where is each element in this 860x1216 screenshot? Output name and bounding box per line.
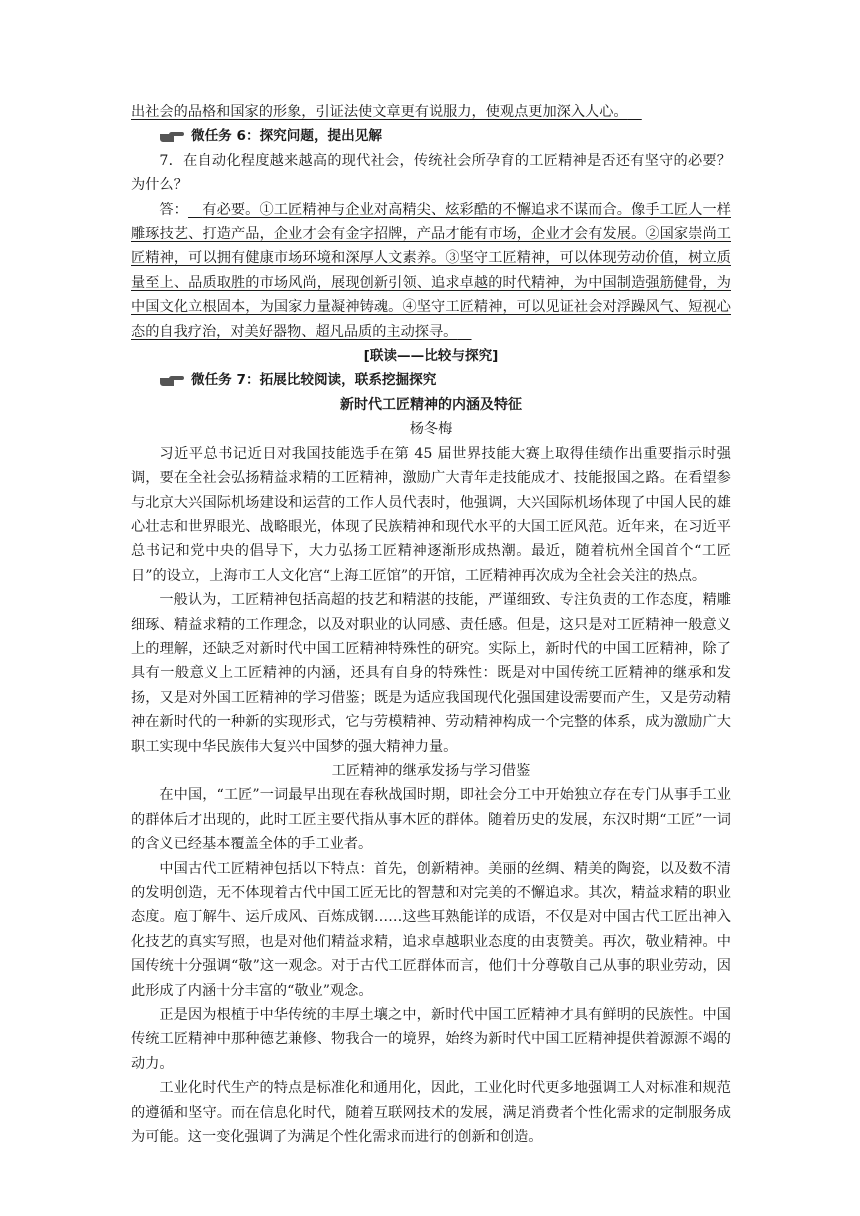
pointing-hand-icon — [159, 374, 185, 388]
document-page — [131, 100, 731, 1149]
answer-text: 有必要。①工匠精神与企业对高精尖、炫彩酷的不懈追求不谋而合。像手工匠人一样雕琢技艺、打造产品，企业才会有金字招牌，产品才能有市场，企业才会有发展。②国家崇尚工匠精神，可以拥有健康市场环境和深厚人文素养。③坚守工匠精神，可以体现劳动价值，树立质量至上、品质取胜的市场风尚，展现创新引领、追求卓越的时代精神，为中国制造强筋健骨，为中国文化立根固本，为国家力量凝神铸魂。④坚守工匠精神，可以见证社会对浮躁风气、短视心态的自我疗治，对美好器物、超凡品质的主动探寻。 — [131, 201, 731, 340]
answer-label: 答： — [159, 201, 188, 218]
previous-answer-tail — [131, 100, 731, 124]
question-7: 7．在自动化程度越来越高的现代社会，传统社会所孕育的工匠精神是否还有坚守的必要？为什么？ — [131, 152, 731, 194]
task7-heading — [159, 368, 731, 392]
article-paragraph: 正是因为根植于中华传统的丰厚土壤之中，新时代中国工匠精神才具有鲜明的民族性。中国传统工匠精神中那种德艺兼修、物我合一的境界，始终为新时代中国工匠精神提供着源源不竭的动力。 — [131, 1007, 731, 1072]
section-heading: [联读——比较与探究] — [363, 348, 499, 365]
task6-label: 微任务 6：探究问题，提出见解 — [191, 128, 382, 145]
article-title: 新时代工匠精神的内涵及特征 — [340, 396, 522, 413]
article-paragraph: 工业化时代生产的特点是标准化和通用化，因此，工业化时代更多地强调工人对标准和规范的遵循和坚守。而在信息化时代，随着互联网技术的发展，满足消费者个性化需求的定制服务成为可能。这一变化强调了为满足个性化需求而进行的创新和创造。 — [131, 1080, 731, 1146]
pointing-hand-icon — [159, 130, 185, 144]
task7-label: 微任务 7：拓展比较阅读，联系挖掘探究 — [191, 372, 437, 389]
task6-heading — [159, 124, 731, 148]
answer-7 — [131, 198, 731, 344]
article-paragraph: 习近平总书记近日对我国技能选手在第 45 届世界技能大赛上取得佳绩作出重要指示时强调，要在全社会弘扬精益求精的工匠精神，激励广大青年走技能成才、技能报国之路。在看望参与北京大兴国际机场建设和运营的工作人员代表时，他强调，大兴国际机场体现了中国人民的雄心壮志和世界眼光、战略眼光，体现了民族精神和现代水平的大国工匠风范。近年来，在习近平总书记和党中央的倡导下，大力弘扬工匠精神逐渐形成热潮。最近，随着杭州全国首个“工匠日”的设立，上海市工人文化宫“上海工匠馆”的开馆，工匠精神再次成为全社会关注的热点。 — [131, 445, 731, 584]
article-author: 杨冬梅 — [409, 421, 453, 438]
article-paragraph: 中国古代工匠精神包括以下特点：首先，创新精神。美丽的丝绸、精美的陶瓷，以及数不清的发明创造，无不体现着古代中国工匠无比的智慧和对完美的不懈追求。其次，精益求精的职业态度。庖丁解牛、运斤成风、百炼成钢……这些耳熟能详的成语，不仅是对中国古代工匠出神入化技艺的真实写照，也是对他们精益求精，追求卓越职业态度的由衷赞美。再次，敬业精神。中国传统十分强调“敬”这一观念。对于古代工匠群体而言，他们十分尊敬自己从事的职业劳动，因此形成了内涵十分丰富的“敬业”观念。 — [131, 860, 731, 999]
article-paragraph: 在中国，“工匠”一词最早出现在春秋战国时期，即社会分工中开始独立存在专门从事手工业的群体后才出现的，此时工匠主要代指从事木匠的群体。随着历史的发展，东汉时期“工匠”一词的含义已经基本覆盖全体的手工业者。 — [131, 787, 731, 853]
article-paragraph: 一般认为，工匠精神包括高超的技艺和精湛的技能，严谨细致、专注负责的工作态度，精雕细琢、精益求精的工作理念，以及对职业的认同感、责任感。但是，这只是对工匠精神一般意义上的理解，还缺乏对新时代中国工匠精神特殊性的研究。实际上，新时代的中国工匠精神，除了具有一般意义上工匠精神的内涵，还具有自身的特殊性：既是对中国传统工匠精神的继承和发扬，又是对外国工匠精神的学习借鉴；既是为适应我国现代化强国建设需要而产生，又是劳动精神在新时代的一种新的实现形式，它与劳模精神、劳动精神构成一个完整的体系，成为激励广大职工实现中华民族伟大复兴中国梦的强大精神力量。 — [131, 592, 731, 755]
previous-answer-text: 出社会的品格和国家的形象，引证法使文章更有说服力，使观点更加深入人心。 — [131, 104, 628, 120]
article-subtitle: 工匠精神的继承发扬与学习借鉴 — [331, 762, 531, 779]
